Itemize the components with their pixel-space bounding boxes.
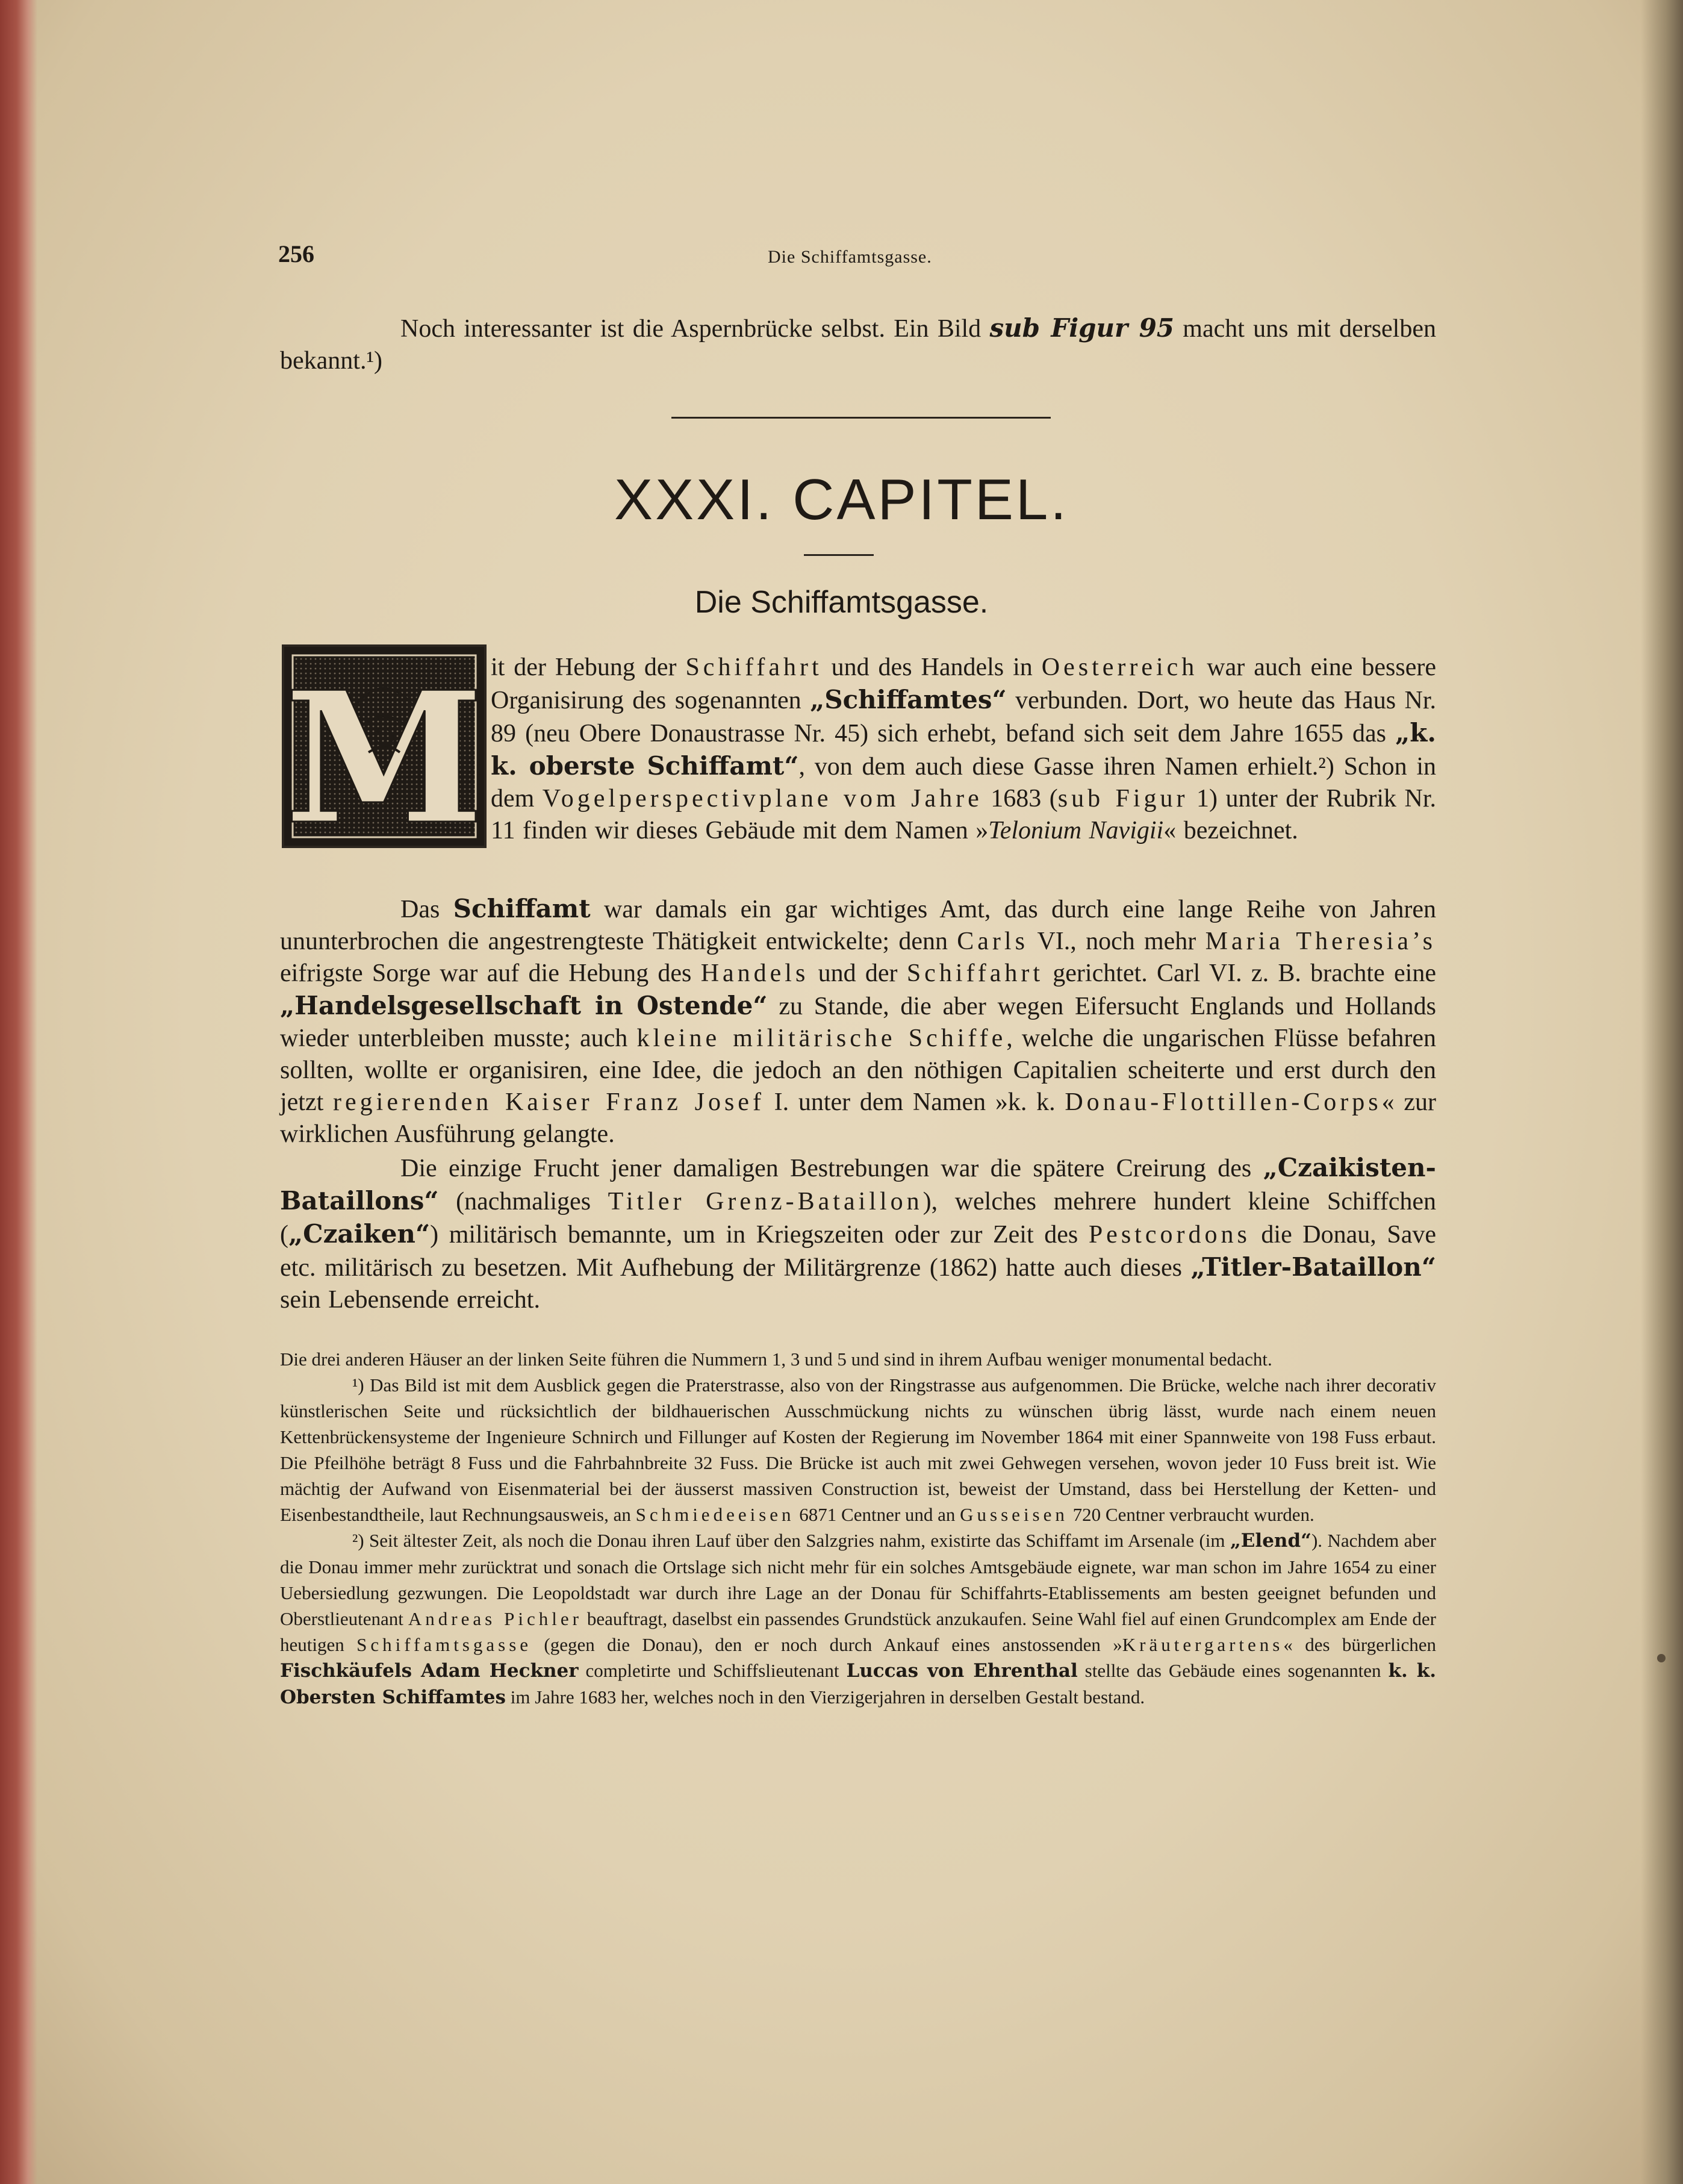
dropcap-letter: M [284, 652, 484, 846]
intro-text-start: Noch interessanter ist die Aspernbrücke selbst. Ein Bild [400, 315, 990, 343]
intro-paragraph [280, 312, 1436, 377]
section-divider-rule [671, 417, 1051, 419]
intro-text-end: macht uns mit derselben bekannt.¹) [280, 315, 1436, 375]
footnote-continuation: Die drei anderen Häuser an der linken Seite führen die Nummern 1, 3 und 5 und sind in ihrem Aufbau weniger monumental bedacht. [280, 1349, 1272, 1370]
chapter-title: XXXI. CAPITEL. [614, 467, 1069, 532]
paragraph-1-text: it der Hebung der Schiffahrt und des Handels in Oesterreich war auch eine bessere Organisirung des sogenannten „Schiffamtes“ verbunden. Dort, wo heute das Haus Nr. 89 (neu Obere Donaustrasse Nr. 45) sich erhebt, befand sich seit dem Jahre 1655 das „k. k. oberste Schiffamt“, von dem auch diese Gasse ihren Namen erhielt.²) Schon in dem Vogelperspectivplane vom Jahre 1683 (sub Figur 1) unter der Rubrik Nr. 11 finden wir dieses Gebäude mit dem Namen »Telonium Navigii« bezeichnet. [491, 654, 1437, 844]
footnote-1: ¹) Das Bild ist mit dem Ausblick gegen die Praterstrasse, also von der Ringstrasse aus aufgenommen. Die Brücke, welche nach ihrer decorativ künstlerischen Seite und rücksichtlich der bildhauerischen Ausschmückung nichts zu wünschen übrig lässt, wurde nach einem neuen Kettenbrückensysteme der Ingenieure Schnirch und Fillunger auf Kosten der Regierung im November 1864 mit einer Spannweite von 198 Fuss erbaut. Die Pfeilhöhe beträgt 8 Fuss und die Fahrbahnbreite 32 Fuss. Die Brücke ist auch mit zwei Gehwegen versehen, wovon jeder 10 Fuss breit ist. Wie mächtig der Aufwand von Eisenmaterial bei der äusserst massiven Construction ist, beweist der Umstand, dass bei Herstellung der Ketten- und Eisenbestandtheile, laut Rechnungsausweis, an Schmiedeeisen 6871 Centner und an Gusseisen 720 Centner verbraucht wurden. [280, 1374, 1436, 1525]
figure-reference: sub Figur 95 [989, 313, 1175, 343]
title-underline-rule [804, 554, 874, 556]
paragraph-1 [280, 652, 1436, 847]
footnotes [280, 1346, 1436, 1711]
margin-mark [1657, 1654, 1666, 1662]
running-title: Die Schiffamtsgasse. [768, 247, 932, 267]
binding-edge-left [0, 0, 37, 2184]
page-number: 256 [278, 240, 314, 267]
paragraph-3: Die einzige Frucht jener damaligen Bestrebungen war die spätere Creirung des „Czaikisten-Bataillons“ (nachmaliges Titler Grenz-Bataillon), welches mehrere hundert kleine Schiffchen („Czaiken“) militärisch bemannte, um in Kriegszeiten oder zur Zeit des Pestcordons die Donau, Save etc. militärisch zu besetzen. Mit Aufhebung der Militärgrenze (1862) hatte auch dieses „Titler-Bataillon“ sein Lebensende erreicht. [280, 1153, 1437, 1314]
chapter-subtitle: Die Schiffamtsgasse. [694, 585, 989, 620]
footnote-2: ²) Seit ältester Zeit, als noch die Donau ihren Lauf über den Salzgries nahm, existirte das Schiffamt im Arsenale (im „Elend“). Nachdem aber die Donau immer mehr zurücktrat und sonach die Ortslage sich nicht mehr für ein solches Amtsgebäude eignete, war man schon im Jahre 1654 zu einer Uebersiedlung gezwungen. Die Leopoldstadt war durch ihre Lage an der Donau für Schiffahrts-Etablissements am besten geeignet befunden und Oberstlieutenant Andreas Pichler beauftragt, daselbst ein passendes Grundstück anzukaufen. Seine Wahl fiel auf einen Grundcomplex am Ende der heutigen Schiffamtsgasse (gegen die Donau), den er noch durch Ankauf eines anstossenden »Kräutergartens« des bürgerlichen Fischkäufels Adam Heckner completirte und Schiffslieutenant Luccas von Ehrenthal stellte das Gebäude eines sogenannten k. k. Obersten Schiffamtes im Jahre 1683 her, welches noch in den Vierzigerjahren in derselben Gestalt bestand. [280, 1530, 1437, 1708]
binding-edge-right [1641, 0, 1683, 2184]
paragraph-2: Das Schiffamt war damals ein gar wichtiges Amt, das durch eine lange Reihe von Jahren ununterbrochen die angestrengteste Thätigkeit entwickelte; denn Carls VI., noch mehr Maria Theresia’s eifrigste Sorge war auf die Hebung des Handels und der Schiffahrt gerichtet. Carl VI. z. B. brachte eine „Handelsgesellschaft in Ostende“ zu Stande, die aber wegen Eifersucht Englands und Hollands wieder unterbleiben musste; auch kleine militärische Schiffe, welche die ungarischen Flüsse befahren sollten, wollte er organisiren, eine Idee, die jedoch an den nöthigen Capitalien scheiterte und erst durch den jetzt regierenden Kaiser Franz Josef I. unter dem Namen »k. k. Donau-Flottillen-Corps« zur wirklichen Ausführung gelangte. [280, 894, 1437, 1148]
